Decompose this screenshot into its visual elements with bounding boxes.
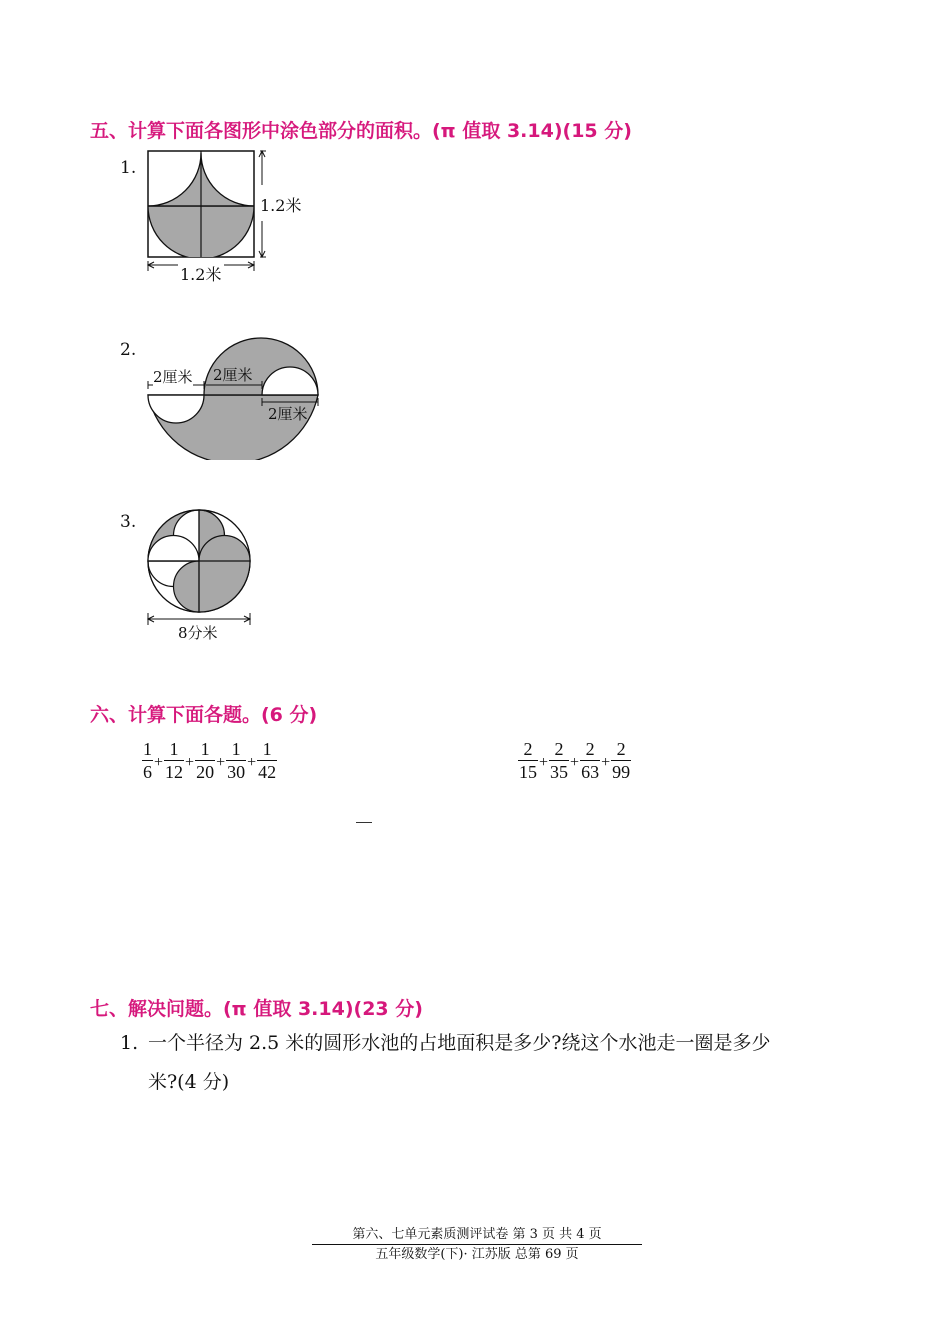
section-5-title: 五、计算下面各图形中涂色部分的面积。(π 值取 3.14)(15 分): [90, 120, 632, 142]
figure-2-label-middle: 2厘米: [213, 366, 253, 384]
expression-1: [142, 740, 277, 781]
plus-sign: +: [539, 753, 549, 771]
plus-sign: +: [216, 753, 226, 771]
item-3-number: 3.: [120, 512, 137, 532]
footer-line-2: 五年级数学(下)· 江苏版 总第 69 页: [375, 1247, 579, 1262]
question-1-number: 1.: [120, 1032, 139, 1054]
figure-2-taiji-semicircles: [140, 325, 330, 460]
section-6-title: 六、计算下面各题。(6 分): [90, 704, 318, 726]
plus-sign: +: [185, 753, 195, 771]
plus-sign: +: [247, 753, 257, 771]
fraction: $\frac{1}{30}$: [227, 739, 246, 782]
fraction: 2 15: [519, 739, 537, 782]
stray-dash-mark: [356, 822, 372, 823]
plus-sign: +: [154, 753, 164, 771]
fraction: $\frac{1}{12}$: [165, 739, 184, 782]
section-7-title: 七、解决问题。(π 值取 3.14)(23 分): [90, 998, 423, 1020]
figure-2-label-right: 2厘米: [268, 405, 308, 423]
fraction: $\frac{2}{99}$: [612, 739, 631, 782]
fraction: $\frac{1}{42}$: [258, 739, 277, 782]
plus-sign: +: [570, 753, 580, 771]
fraction: $\frac{1}{20}$: [196, 739, 215, 782]
expression-2: [518, 740, 631, 781]
fraction: $\frac{2}{35}$: [550, 739, 569, 782]
figure-1-height-label: 1.2米: [260, 196, 302, 215]
figure-3-pinwheel-circle: [140, 505, 260, 640]
figure-2-label-left: 2厘米: [153, 368, 193, 386]
plus-sign: +: [601, 753, 611, 771]
footer-line-1: 第六、七单元素质测评试卷 第 3 页 共 4 页: [312, 1223, 642, 1245]
figure-3-diameter-label: 8分米: [178, 624, 218, 642]
question-1-line-2: 米?(4 分): [148, 1071, 230, 1093]
item-1-number: 1.: [120, 158, 137, 178]
question-1-line-1: 一个半径为 2.5 米的圆形水池的占地面积是多少?绕这个水池走一圈是多少: [148, 1032, 771, 1054]
figure-1-width-label: 1.2米: [180, 265, 222, 284]
item-2-number: 2.: [120, 340, 137, 360]
fraction: $\frac{2}{63}$: [581, 739, 600, 782]
fraction: 1 6: [143, 739, 152, 782]
